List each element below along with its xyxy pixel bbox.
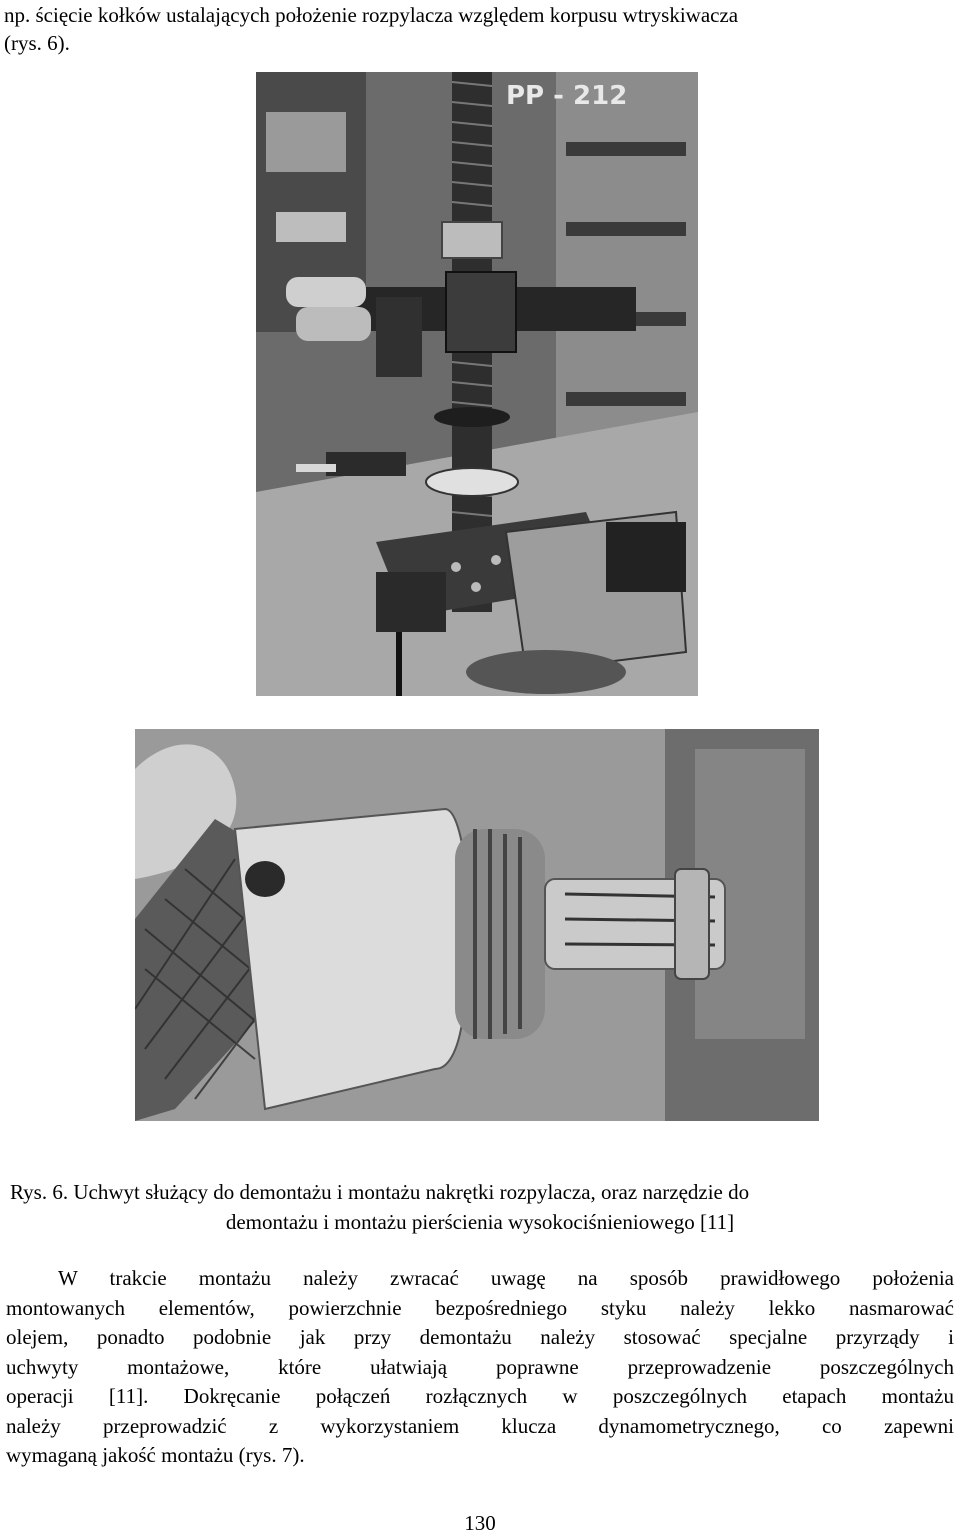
page-number: 130 [464, 1511, 496, 1535]
paragraph-line: montowanych elementów, powierzchnie bezpośredniego styku należy lekko nasmarować [6, 1295, 954, 1320]
figure-caption-line-1: Rys. 6. Uchwyt służący do demontażu i montażu nakrętki rozpylacza, oraz narzędzie do [10, 1180, 750, 1204]
photo1-label: PP - 212 [506, 81, 628, 111]
paragraph-line: należy przeprowadzić z wykorzystaniem klucza dynamometrycznego, co zapewni [6, 1413, 954, 1438]
paragraph-line: olejem, ponadto podobnie jak przy demontażu należy stosować specjalne przyrządy i [6, 1325, 954, 1349]
photo-ring-tool [135, 729, 819, 1121]
paragraph-line: operacji [11]. Dokręcanie połączeń rozłącznych w poszczególnych etapach montażu [6, 1384, 954, 1408]
photo-fixture-vise [256, 72, 698, 696]
paragraph-line: uchwyty montażowe, które ułatwiają poprawne przeprowadzenie poszczególnych [6, 1354, 954, 1379]
body-paragraph [6, 1264, 954, 1471]
intro-line-1: np. ścięcie kołków ustalających położenie rozpylacza względem korpusu wtryskiwacza [4, 3, 739, 27]
paragraph-line: W trakcie montażu należy zwracać uwagę na sposób prawidłowego położenia [58, 1266, 954, 1290]
figure-caption-line-2: demontażu i montażu pierścienia wysokociśnieniowego [11] [225, 1210, 735, 1234]
paragraph-line: wymaganą jakość montażu (rys. 7). [6, 1443, 305, 1467]
intro-line-2: (rys. 6). [4, 31, 70, 55]
